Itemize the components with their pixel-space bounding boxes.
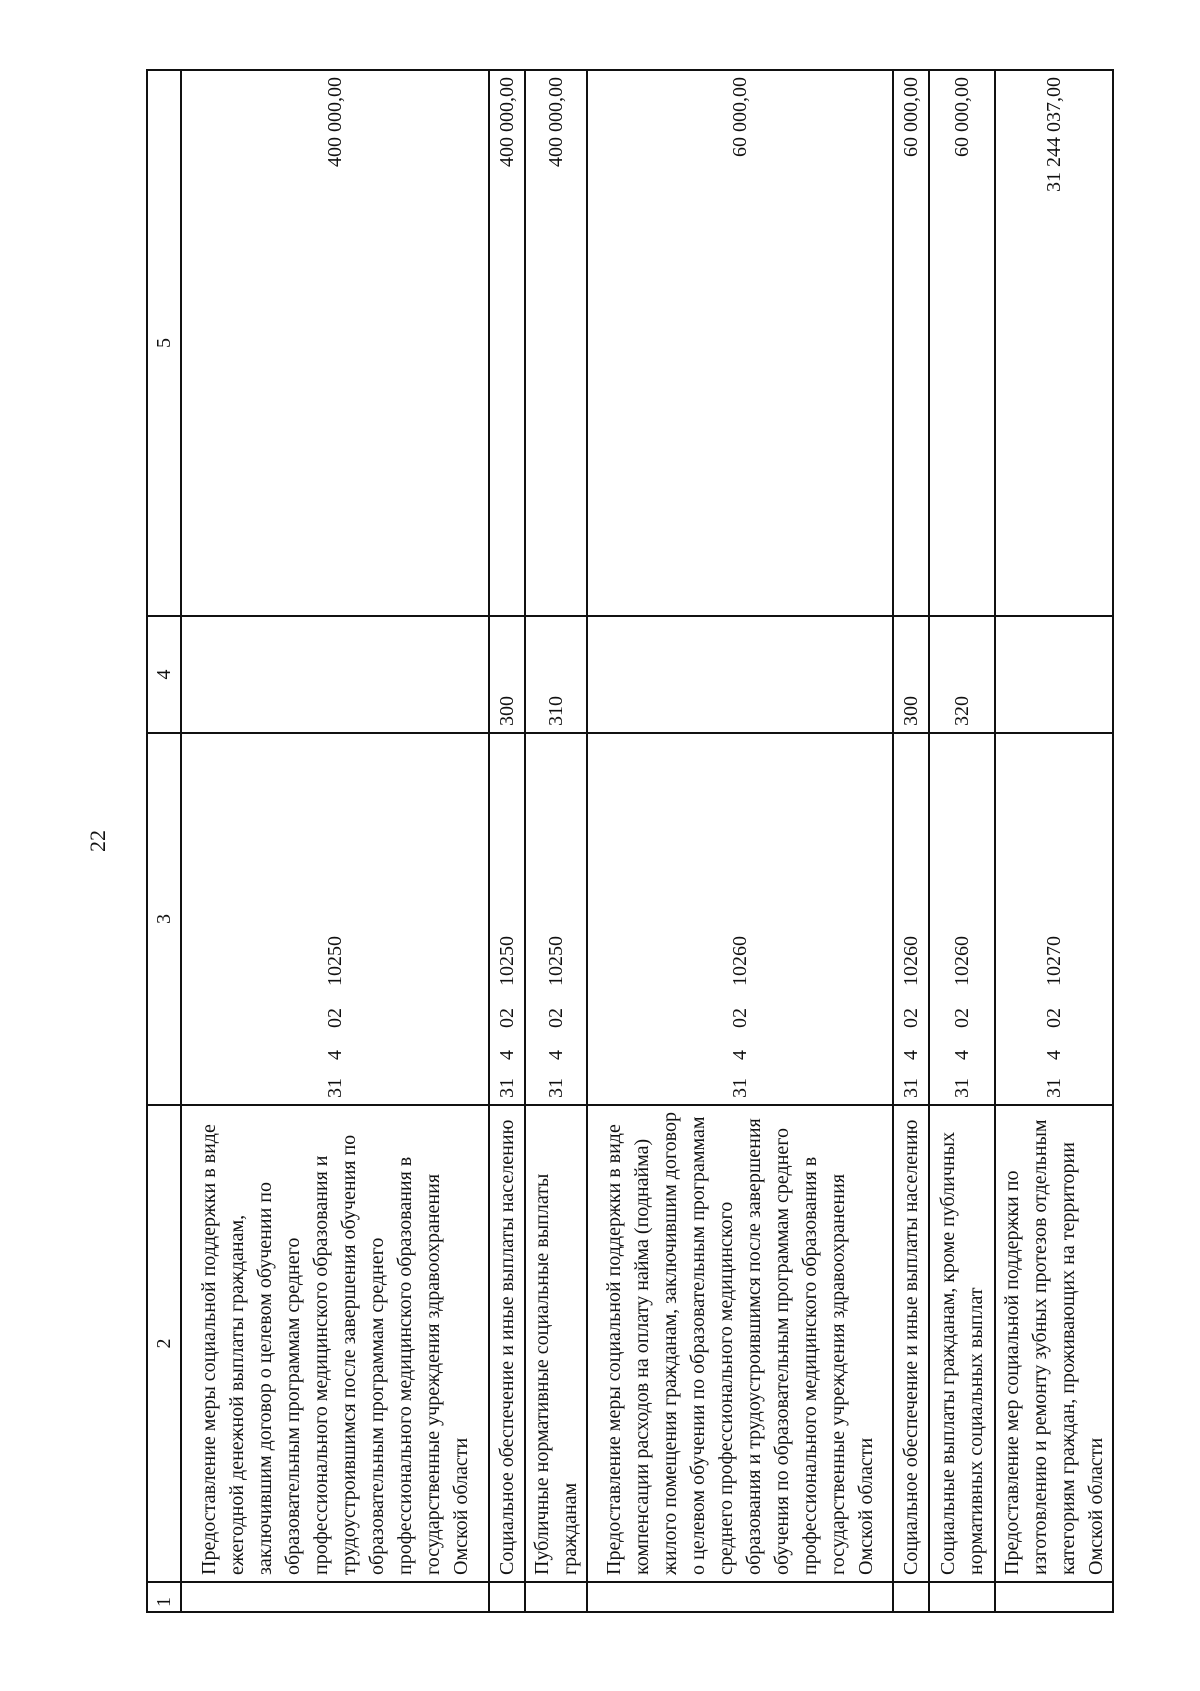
code-event: 02	[496, 1008, 518, 1028]
classification-code-cell	[587, 733, 893, 1105]
expense-kind-cell: 310	[525, 616, 587, 733]
table-row	[489, 70, 525, 1612]
header-col-2: 2	[147, 1105, 181, 1582]
code-event: 02	[729, 1008, 751, 1028]
code-program: 31	[496, 1078, 518, 1098]
code-direction: 10250	[545, 936, 567, 986]
expense-name-cell: Социальное обеспечение и иные выплаты населению	[893, 1105, 929, 1582]
classification-code-cell	[181, 733, 489, 1105]
classification-code-cell	[893, 733, 929, 1105]
code-subprogram: 4	[900, 1050, 922, 1060]
header-col-3: 3	[147, 733, 181, 1105]
rotated-table-frame	[146, 71, 1107, 1613]
expense-kind-cell: 320	[929, 616, 995, 733]
expense-name-cell: Публичные нормативные социальные выплаты гражданам	[525, 1105, 587, 1582]
header-col-5: 5	[147, 70, 181, 616]
expense-name-cell: Предоставление меры социальной поддержки в виде компенсации расходов на оплату найма (поднайма) жилого помещения гражданам, заключившим договор о целевом обучении по образовательным программам среднего профессионального медицинского образования и трудоустроившимся после завершения обучения по образовательным программам среднего профессионального медицинского образования в государственные учреждения здравоохранения Омской области	[587, 1105, 893, 1582]
code-program: 31	[900, 1078, 922, 1098]
expense-kind-cell	[587, 616, 893, 733]
amount-cell: 400 000,00	[489, 70, 525, 616]
expense-name-cell: Предоставление мер социальной поддержки по изготовлению и ремонту зубных протезов отдельным категориям граждан, проживающих на территории Омской области	[995, 1105, 1113, 1582]
code-event: 02	[951, 1008, 973, 1028]
amount-cell: 400 000,00	[181, 70, 489, 616]
expense-name-cell: Социальные выплаты гражданам, кроме публичных нормативных социальных выплат	[929, 1105, 995, 1582]
code-direction: 10260	[900, 936, 922, 986]
budget-sheet	[146, 71, 1107, 1613]
code-subprogram: 4	[729, 1050, 751, 1060]
row-number-cell	[525, 1582, 587, 1612]
amount-cell: 400 000,00	[525, 70, 587, 616]
code-program: 31	[324, 1078, 346, 1098]
header-row	[147, 70, 181, 1612]
code-direction: 10250	[324, 936, 346, 986]
code-subprogram: 4	[951, 1050, 973, 1060]
code-program: 31	[545, 1078, 567, 1098]
classification-code-cell	[525, 733, 587, 1105]
table-row	[587, 70, 893, 1612]
code-program: 31	[1043, 1078, 1065, 1098]
code-subprogram: 4	[545, 1050, 567, 1060]
expense-kind-cell	[181, 616, 489, 733]
classification-code-cell	[489, 733, 525, 1105]
row-number-cell	[929, 1582, 995, 1612]
row-number-cell	[587, 1582, 893, 1612]
amount-cell: 60 000,00	[929, 70, 995, 616]
code-event: 02	[900, 1008, 922, 1028]
amount-cell: 60 000,00	[893, 70, 929, 616]
budget-table	[146, 69, 1114, 1613]
expense-kind-cell	[995, 616, 1113, 733]
code-subprogram: 4	[324, 1050, 346, 1060]
row-number-cell	[893, 1582, 929, 1612]
code-direction: 10250	[496, 936, 518, 986]
code-direction: 10260	[729, 936, 751, 986]
code-direction: 10270	[1043, 936, 1065, 986]
expense-name-cell: Предоставление меры социальной поддержки в виде ежегодной денежной выплаты гражданам, заключившим договор о целевом обучении по образовательным программам среднего профессионального медицинского образования и трудоустроившимся после завершения обучения по образовательным программам среднего профессионального медицинского образования в государственные учреждения здравоохранения Омской области	[181, 1105, 489, 1582]
code-event: 02	[545, 1008, 567, 1028]
table-row	[893, 70, 929, 1612]
code-event: 02	[1043, 1008, 1065, 1028]
expense-name-cell: Социальное обеспечение и иные выплаты населению	[489, 1105, 525, 1582]
header-col-4: 4	[147, 616, 181, 733]
row-number-cell	[489, 1582, 525, 1612]
code-subprogram: 4	[1043, 1050, 1065, 1060]
code-program: 31	[729, 1078, 751, 1098]
expense-kind-cell: 300	[489, 616, 525, 733]
header-col-1: 1	[147, 1582, 181, 1612]
classification-code-cell	[995, 733, 1113, 1105]
code-event: 02	[324, 1008, 346, 1028]
code-program: 31	[951, 1078, 973, 1098]
row-number-cell	[181, 1582, 489, 1612]
table-row	[995, 70, 1113, 1612]
code-direction: 10260	[951, 936, 973, 986]
row-number-cell	[995, 1582, 1113, 1612]
amount-cell: 31 244 037,00	[995, 70, 1113, 616]
table-row	[181, 70, 489, 1612]
expense-kind-cell: 300	[893, 616, 929, 733]
amount-cell: 60 000,00	[587, 70, 893, 616]
table-row	[525, 70, 587, 1612]
code-subprogram: 4	[496, 1050, 518, 1060]
table-row	[929, 70, 995, 1612]
page-number: 22	[85, 830, 110, 852]
classification-code-cell	[929, 733, 995, 1105]
